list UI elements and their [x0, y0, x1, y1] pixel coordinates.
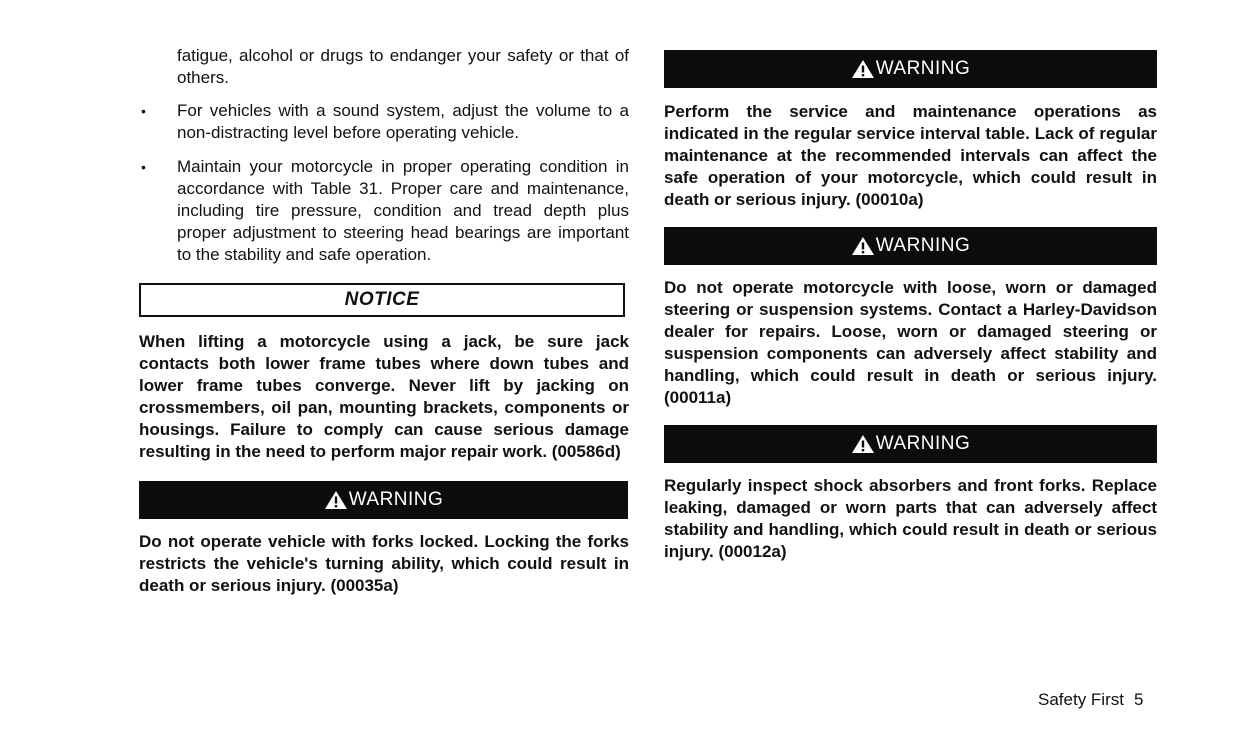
warning-text-shocks: Regularly inspect shock absorbers and front forks. Replace leaking, damaged or worn parts that can adversely affect stability and handling, which could result in death or serious injury. (00012a) — [664, 476, 1157, 561]
warning-label: WARNING — [875, 433, 971, 454]
warning-text-maintenance: Perform the service and maintenance operations as indicated in the regular service interval table. Lack of regular maintenance at the recommended intervals can affect the safe operation of your motorcycle, which could result in death or serious injury. (00010a) — [664, 102, 1157, 209]
notice-header — [139, 283, 625, 317]
warning-text-forks-locked: Do not operate vehicle with forks locked. Locking the forks restricts the vehicle's turning ability, which could result in death or serious injury. (00035a) — [139, 532, 629, 595]
page-footer — [1038, 689, 1143, 711]
warning-label: WARNING — [875, 235, 971, 256]
warning-triangle-icon — [324, 490, 348, 510]
warning-banner — [664, 425, 1157, 463]
warning-banner — [664, 50, 1157, 88]
continuation-paragraph: fatigue, alcohol or drugs to endanger your safety or that of others. — [177, 46, 629, 87]
warning-text-steering: Do not operate motorcycle with loose, worn or damaged steering or suspension systems. Contact a Harley-Davidson dealer for repairs. Loose, worn or damaged steering or suspension components can adversely affect stability and handling, which could result in death or serious injury. (00011a) — [664, 278, 1157, 407]
warning-banner — [139, 481, 628, 519]
notice-label: NOTICE — [344, 289, 420, 310]
warning-triangle-icon — [851, 236, 875, 256]
bullet-item-maintain: Maintain your motorcycle in proper operating condition in accordance with Table 31. Proper care and maintenance, including tire pressure, condition and tread depth plus proper adjustment to steering head bearings are important to the stability and safe operation. — [177, 157, 629, 264]
warning-label: WARNING — [875, 58, 971, 79]
warning-triangle-icon — [851, 59, 875, 79]
warning-label: WARNING — [348, 489, 444, 510]
bullet-marker: • — [141, 159, 146, 175]
notice-text: When lifting a motorcycle using a jack, be sure jack contacts both lower frame tubes where down tubes and lower frame tubes converge. Never lift by jacking on crossmembers, oil pan, mounting brackets, components or housings. Failure to comply can cause serious damage resulting in the need to perform major repair work. (00586d) — [139, 332, 629, 461]
bullet-marker: • — [141, 103, 146, 119]
warning-triangle-icon — [851, 434, 875, 454]
warning-banner — [664, 227, 1157, 265]
bullet-item-sound-system: For vehicles with a sound system, adjust the volume to a non-distracting level before operating vehicle. — [177, 101, 629, 142]
page-number: 5 — [1133, 690, 1144, 709]
footer-section-title: Safety First — [1038, 690, 1124, 709]
